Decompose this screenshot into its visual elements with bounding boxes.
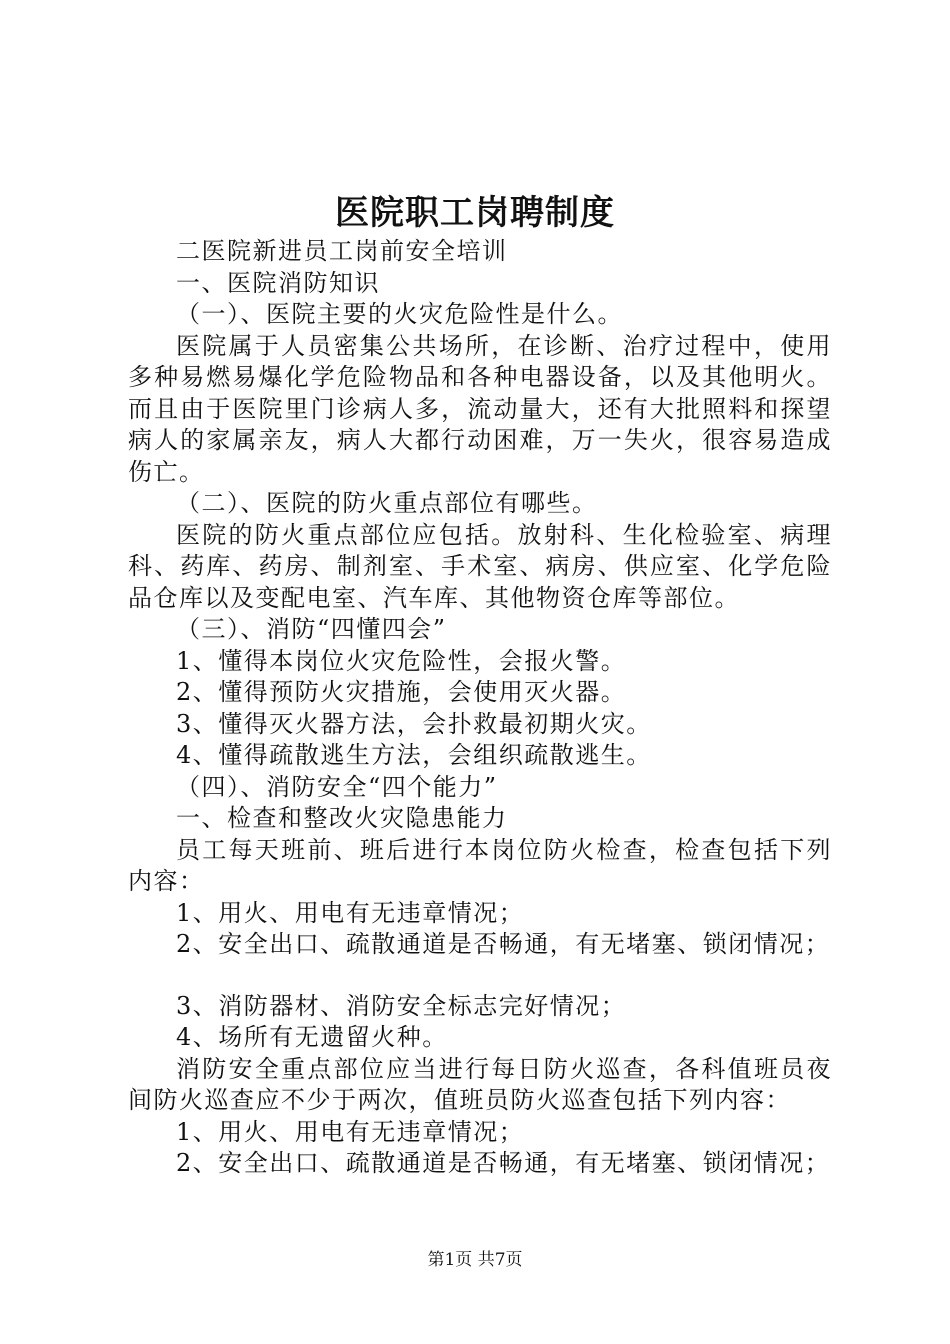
list-item: 1、用火、用电有无违章情况； — [176, 898, 525, 927]
page-footer: 第1页 共7页 — [427, 1250, 523, 1270]
subsection-heading-3: （三）、消防“四懂四会” — [176, 615, 447, 643]
list-item: 4、场所有无遗留火种。 — [176, 1023, 448, 1051]
list-item: 1、懂得本岗位火灾危险性，会报火警。 — [176, 646, 627, 675]
document-body — [128, 236, 832, 1180]
paragraph-subtitle: 二医院新进员工岗前安全培训 — [176, 237, 508, 265]
section-heading-inspection: 一、检查和整改火灾隐患能力 — [176, 804, 508, 832]
paragraph-patrol: 消防安全重点部位应当进行每日防火巡查，各科值班员夜间防火巡查应不少于两次，值班员防火巡查包括下列内容： — [128, 1054, 832, 1114]
paragraph-key-areas: 医院的防火重点部位应包括。放射科、生化检验室、病理科、药库、药房、制剂室、手术室、病房、供应室、化学危险品仓库以及变配电室、汽车库、其他物资仓库等部位。 — [128, 520, 832, 612]
list-item: 2、懂得预防火灾措施，会使用灭火器。 — [176, 678, 627, 706]
paragraph-fire-risk: 医院属于人员密集公共场所，在诊断、治疗过程中，使用多种易燃易爆化学危险物品和各种电器设备，以及其他明火。而且由于医院里门诊病人多，流动量大，还有大批照料和探望病人的家属亲友，病人大都行动困难，万一失火，很容易造成伤亡。 — [128, 331, 832, 486]
list-item: 1、用火、用电有无违章情况； — [176, 1117, 525, 1146]
subsection-heading-4: （四）、消防安全“四个能力” — [176, 772, 498, 801]
list-item: 2、安全出口、疏散通道是否畅通，有无堵塞、锁闭情况； — [176, 1149, 831, 1177]
paragraph-daily-check: 员工每天班前、班后进行本岗位防火检查，检查包括下列内容： — [128, 835, 832, 895]
list-item: 4、懂得疏散逃生方法，会组织疏散逃生。 — [176, 741, 652, 769]
section-heading-fire-knowledge: 一、医院消防知识 — [176, 268, 380, 297]
document-title: 医院职工岗聘制度 — [335, 193, 615, 233]
subsection-heading-2: （二）、医院的防火重点部位有哪些。 — [176, 489, 598, 517]
list-item: 3、消防器材、消防安全标志完好情况； — [176, 991, 627, 1020]
list-item: 2、安全出口、疏散通道是否畅通，有无堵塞、锁闭情况； — [176, 930, 831, 958]
subsection-heading-1: （一）、医院主要的火灾危险性是什么。 — [176, 300, 623, 328]
list-item: 3、懂得灭火器方法，会扑救最初期火灾。 — [176, 709, 652, 738]
